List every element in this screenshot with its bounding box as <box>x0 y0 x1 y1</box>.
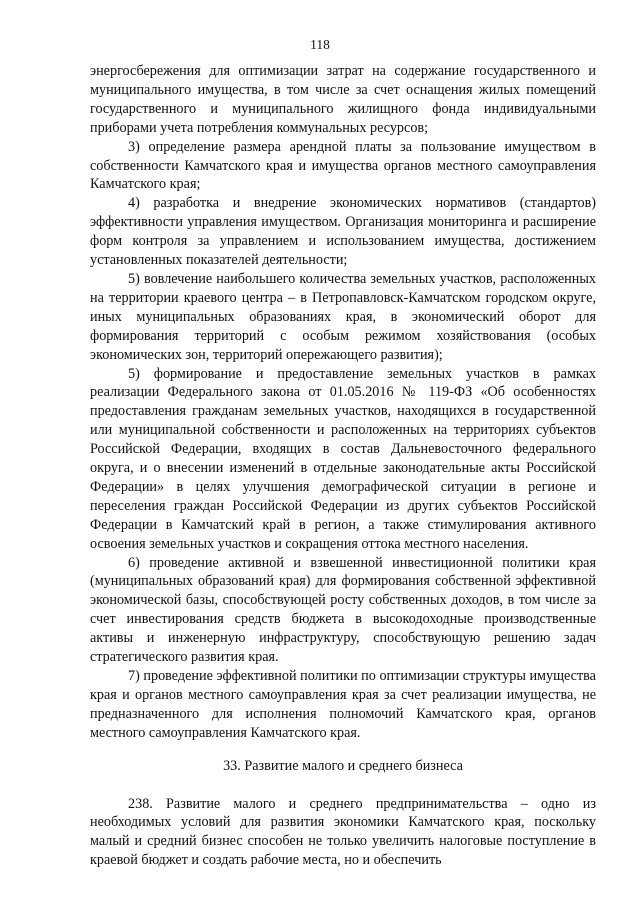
section-heading: 33. Развитие малого и среднего бизнеса <box>223 757 463 774</box>
page-number: 118 <box>310 37 330 52</box>
paragraph-238-small-business: 238. Развитие малого и среднего предпринимательства – одно из необходимых условий для развития экономики Камчатского края, поскольку малый и средний бизнес способен не только увеличить налоговые поступление в краевой бюджет и создать рабочие места, но и обеспечить <box>90 795 596 869</box>
paragraph-item-3-rent: 3) определение размера арендной платы за пользование имуществом в собственности Камчатского края и имущества органов местного самоуправления Камчатского края; <box>90 138 596 193</box>
paragraph-energy-saving: энергосбережения для оптимизации затрат на содержание государственного и муниципального имущества, в том числе за счет оснащения жилых помещений государственного и муниципального жилищного фонда индивидуальными приборами учета потребления коммунальных ресурсов; <box>90 63 596 136</box>
paragraph-item-5-land-involvement: 5) вовлечение наибольшего количества земельных участков, расположенных на территории краевого центра – в Петропавловск-Камчатском городском округе, иных муниципальных образованиях края, в экономический оборот для формирования территорий с особым режимом хозяйствования (особых экономических зон, территорий опережающего развития); <box>90 270 596 363</box>
paragraph-item-4-standards: 4) разработка и внедрение экономических нормативов (стандартов) эффективности управления имуществом. Организация мониторинга и расширение форм контроля за управлением и использованием имущества, достижением установленных показателей деятельности; <box>90 195 596 269</box>
paragraph-item-5-land-provision: 5) формирование и предоставление земельных участков в рамках реализации Федерального закона от 01.05.2016 № 119-ФЗ «Об особенностях предоставления гражданам земельных участков, находящихся в государственной или муниципальной собственности и расположенных на территориях субъектов Российской Федерации, входящих в состав Дальневосточного федерального округа, и о внесении изменений в отдельные законодательные акты Российской Федерации» в целях улучшения демографической ситуации в регионе и переселения граждан Российской Федерации из других субъектов Российской Федерации в Камчатский край в регион, а также стимулирования активного освоения земельных участков и сокращения оттока местного населения. <box>90 365 596 552</box>
paragraph-item-6-investment: 6) проведение активной и взвешенной инвестиционной политики края (муниципальных образований края) для формирования собственной эффективной экономической базы, способствующей росту собственных доходов, в том числе за счет инвестирования средств бюджета в высокодоходные производственные активы и инженерную инфраструктуру, способствующую решению задач стратегического развития края. <box>90 554 596 666</box>
paragraph-item-7-optimization: 7) проведение эффективной политики по оптимизации структуры имущества края и органов местного самоуправления края за счет реализации имущества, не предназначенного для исполнения полномочий Камчатского края, органов местного самоуправления Камчатского края. <box>90 668 596 741</box>
document-body <box>90 62 596 870</box>
